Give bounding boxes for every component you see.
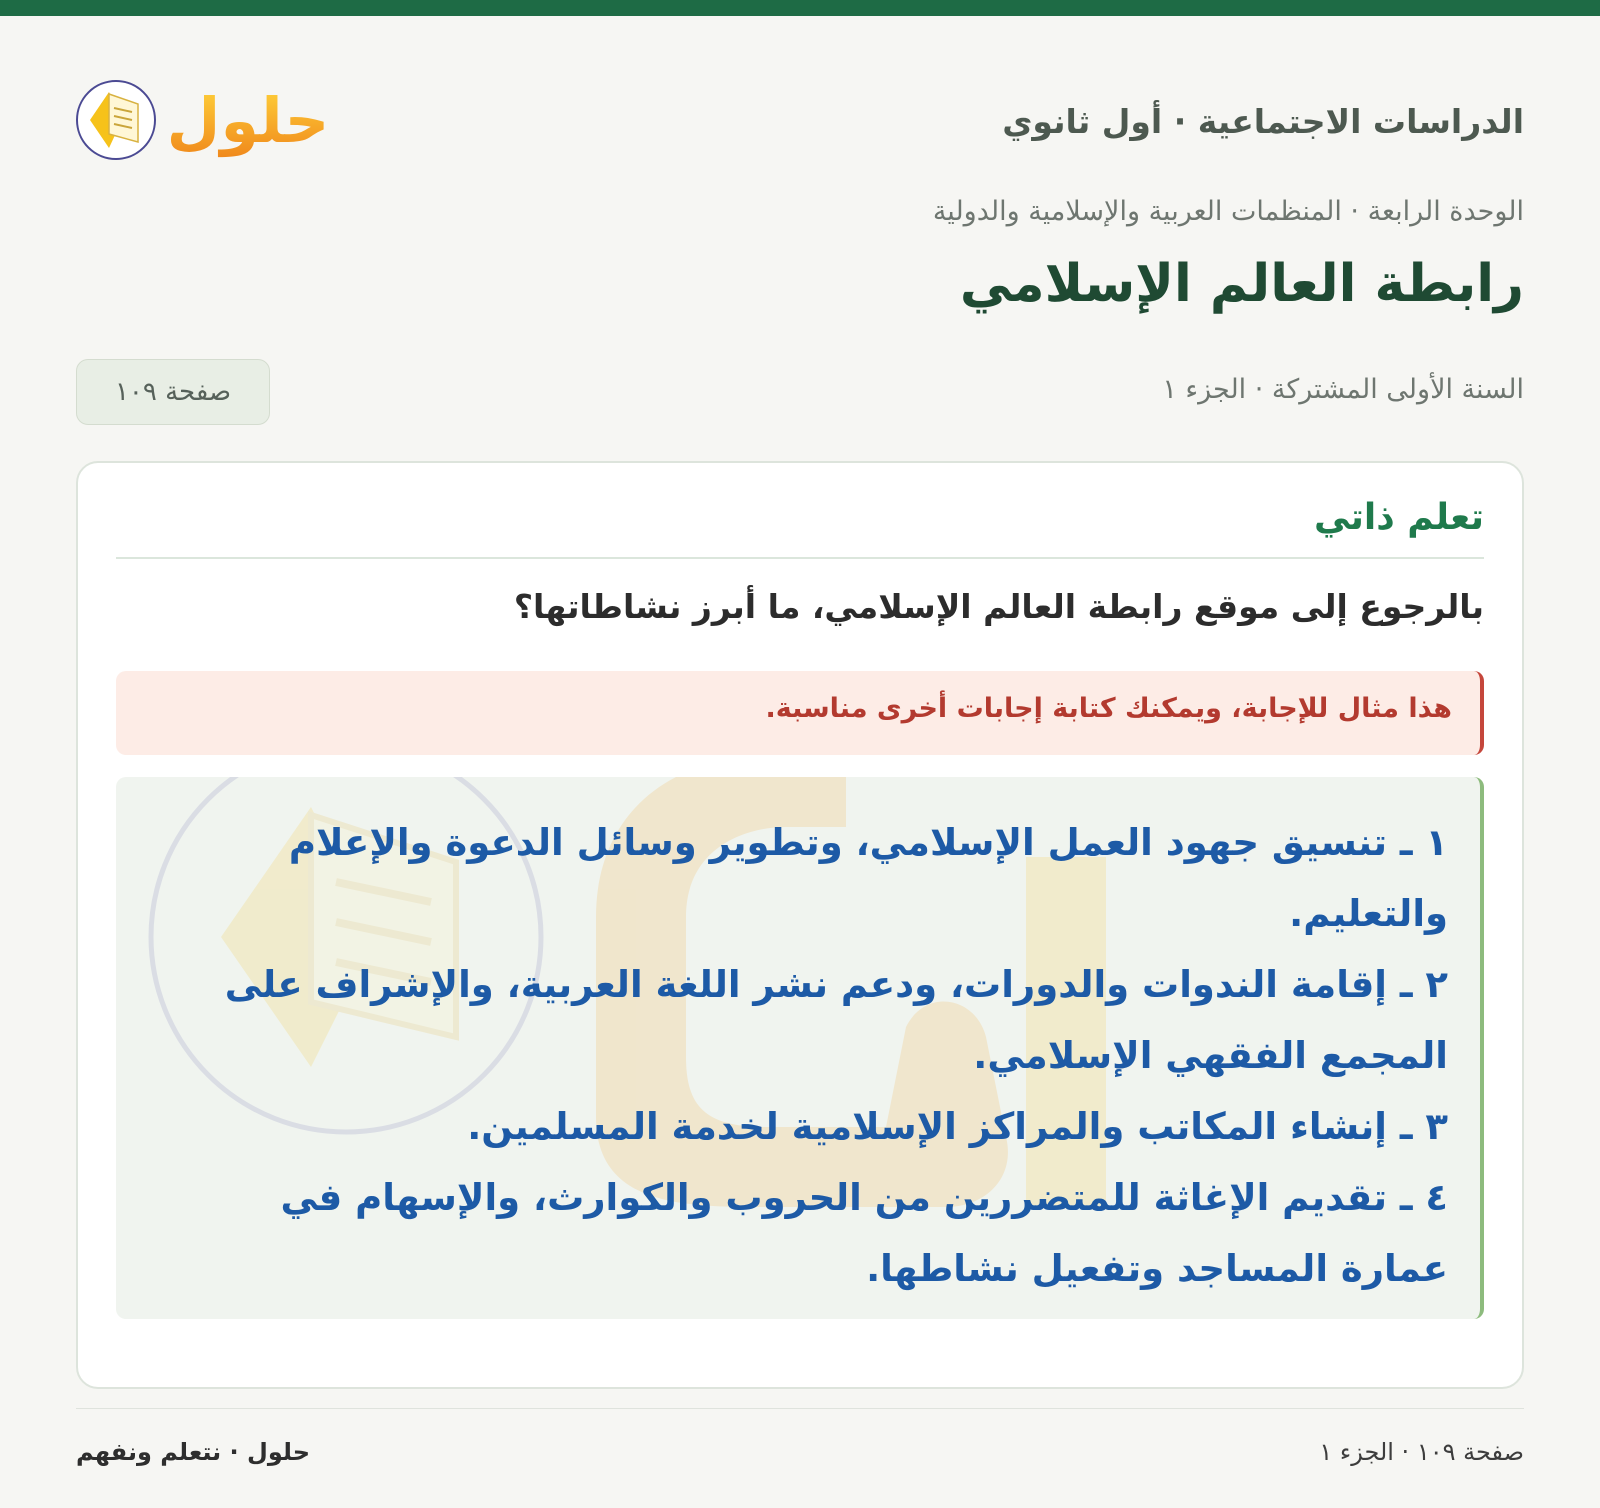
answer-note: هذا مثال للإجابة، ويمكنك كتابة إجابات أخرى مناسبة. <box>765 693 1452 724</box>
answer-box <box>116 777 1484 1319</box>
top-accent-bar <box>0 0 1600 16</box>
answer-list <box>116 777 1480 1304</box>
card-divider <box>116 557 1484 559</box>
footer-brand[interactable]: حلول · نتعلم ونفهم <box>76 1438 310 1466</box>
answer-item-3: ٣ ـ إنشاء المكاتب والمراكز الإسلامية لخدمة المسلمين. <box>467 1105 1448 1148</box>
hulul-logo[interactable] <box>76 64 346 164</box>
card-title: تعلم ذاتي <box>1313 497 1484 538</box>
logo-wordmark: حلول <box>166 84 330 157</box>
question-text: بالرجوع إلى موقع رابطة العالم الإسلامي، ما أبرز نشاطاتها؟ <box>513 587 1484 626</box>
lesson-title: رابطة العالم الإسلامي <box>959 254 1524 314</box>
subject-title: الدراسات الاجتماعية · أول ثانوي <box>1002 102 1524 141</box>
answer-item-2: ٢ ـ إقامة الندوات والدورات، ودعم نشر اللغة العربية، والإشراف على المجمع الفقهي الإسلامي. <box>224 963 1448 1077</box>
answer-item-4: ٤ ـ تقديم الإغاثة للمتضررين من الحروب والكوارث، والإسهام في عمارة المساجد وتفعيل نشاطها. <box>280 1176 1448 1290</box>
unit-line: الوحدة الرابعة · المنظمات العربية والإسلامية والدولية <box>932 196 1524 227</box>
self-learning-card <box>76 461 1524 1389</box>
footer-page-info: صفحة ١٠٩ · الجزء ١ <box>1319 1438 1524 1466</box>
header <box>76 56 1524 166</box>
answer-item-1: ١ ـ تنسيق جهود العمل الإسلامي، وتطوير وسائل الدعوة والإعلام والتعليم. <box>288 821 1448 935</box>
lesson-meta: السنة الأولى المشتركة · الجزء ١ <box>1162 374 1524 405</box>
answer-note-box <box>116 671 1484 755</box>
footer-divider <box>76 1408 1524 1409</box>
page <box>76 16 1524 1508</box>
book-emblem-icon <box>77 81 155 159</box>
page-badge: صفحة ١٠٩ <box>76 359 270 425</box>
